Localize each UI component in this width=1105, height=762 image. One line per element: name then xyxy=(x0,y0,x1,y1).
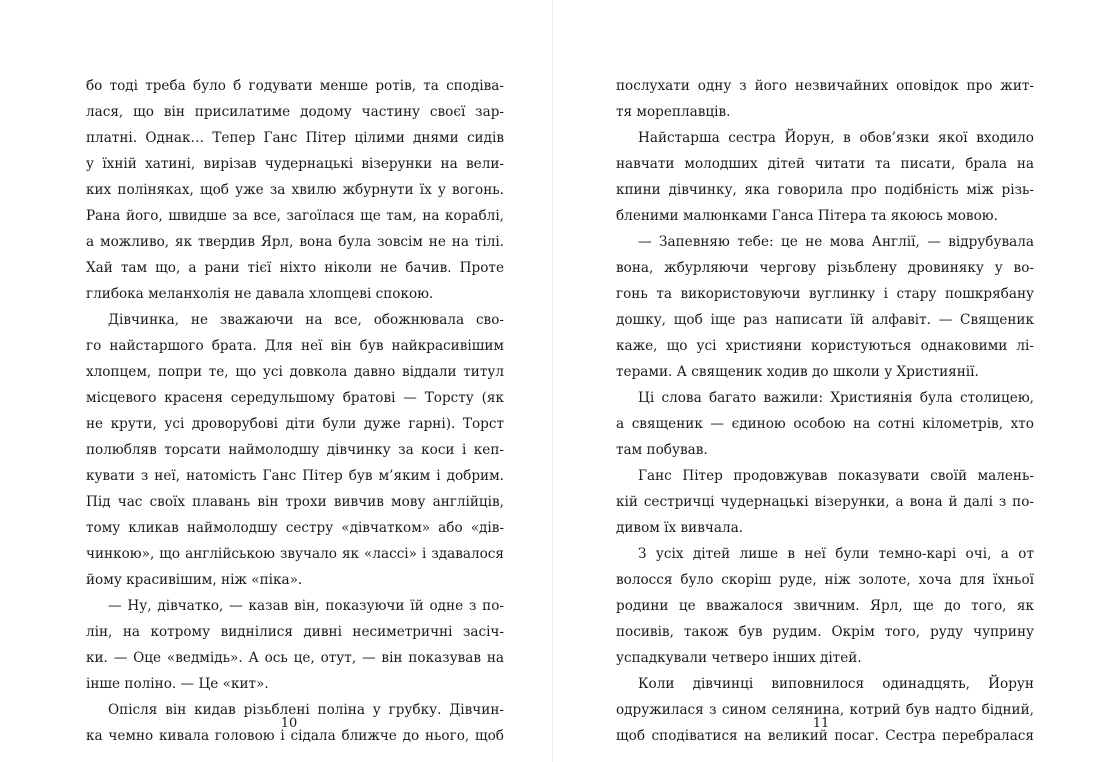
text-line: Опісля він кидав різьблені поліна у грубку. Дівчин- xyxy=(108,702,504,718)
right-page-text xyxy=(616,73,1034,749)
text-line: кій сестричці чудернацькі візерунки, а вона й далі з по- xyxy=(616,494,1034,510)
text-line: місцевого красеня середульшому братові — Торсту (як xyxy=(86,390,504,406)
text-line: платні. Однак… Тепер Ганс Пітер цілими днями сидів xyxy=(86,130,504,146)
text-line: навчати молодших дітей читати та писати, брала на xyxy=(616,156,1034,172)
text-line: у їхній хатині, вирізав чудернацькі візерунки на вели- xyxy=(86,156,504,172)
text-line: посивів, також був рудим. Окрім того, руду чуприну xyxy=(616,624,1034,640)
text-line: а священик — єдиною особою на сотні кілометрів, хто xyxy=(616,416,1034,432)
text-line: родини це вважалося звичним. Ярл, ще до того, як xyxy=(616,598,1034,614)
text-line: — Запевняю тебе: це не мова Англії, — відрубувала xyxy=(638,234,1034,250)
text-line: лін, на котрому виднілися дивні несиметричні засіч- xyxy=(86,624,504,640)
text-line: дивом їх вивчала. xyxy=(616,520,744,536)
text-line: гонь та використовуючи вуглинку і стару пошкрябану xyxy=(616,286,1034,302)
right-page-number: 11 xyxy=(812,716,830,731)
text-line: волосся було скоріш руде, ніж золоте, хоча для їхньої xyxy=(616,572,1034,588)
text-line: кпини дівчинку, яка говорила про подібність між різь- xyxy=(616,182,1034,198)
text-line: Під час своїх плавань він трохи вивчив мову англійців, xyxy=(86,494,504,510)
text-line: Хай там що, а рани тієї ніхто ніколи не бачив. Проте xyxy=(86,260,504,276)
text-line: глибока меланхолія не давала хлопцеві спокою. xyxy=(86,286,434,302)
text-line: терами. А священик ходив до школи у Християнії. xyxy=(616,364,979,380)
text-line: бо тоді треба було б годувати менше ротів, та сподіва- xyxy=(86,78,504,94)
text-line: тому кликав наймолодшу сестру «дівчатком» або «дів- xyxy=(86,520,504,536)
text-line: а можливо, як твердив Ярл, вона була зовсім не на тілі. xyxy=(86,234,504,250)
text-line: Ці слова багато важили: Християнія була столицею, xyxy=(638,390,1034,406)
text-line: бленими малюнками Ганса Пітера та якоюсь мовою. xyxy=(616,208,998,224)
text-line: З усіх дітей лише в неї були темно-карі очі, а от xyxy=(638,546,1034,562)
text-line: ких поліняках, щоб уже за хвилю жбурнути їх у вогонь. xyxy=(86,182,504,198)
text-line: Дівчинка, не зважаючи на все, обожнювала сво- xyxy=(108,312,504,328)
text-line: одружилася з сином селянина, котрий був надто бідний, xyxy=(616,702,1034,718)
text-line: успадкували четверо інших дітей. xyxy=(616,650,862,666)
text-line: — Ну, дівчатко, — казав він, показуючи їй одне з по- xyxy=(108,598,504,614)
text-line: там побував. xyxy=(616,442,708,458)
text-line: чинкою», що англійською звучало як «лассі» і здавалося xyxy=(86,546,504,562)
text-line: інше поліно. — Це «кит». xyxy=(86,676,269,692)
text-line: каже, що усі християни користуються однаковими лі- xyxy=(616,338,1034,354)
text-line: ки. — Оце «ведмідь». А ось це, отут, — він показував на xyxy=(86,650,504,666)
text-line: го найстаршого брата. Для неї він був найкрасивішим xyxy=(86,338,504,354)
text-line: ка чемно кивала головою і сідала ближче до нього, щоб xyxy=(86,728,504,744)
text-line: кувати з неї, натомість Ганс Пітер був м’яким і добрим. xyxy=(86,468,504,484)
left-page-text xyxy=(86,73,504,749)
text-line: Ганс Пітер продовжував показувати своїй малень- xyxy=(638,468,1034,484)
left-page-number: 10 xyxy=(280,716,298,731)
text-line: Коли дівчинці виповнилося одинадцять, Йорун xyxy=(638,676,1034,692)
text-line: йому красивішим, ніж «піка». xyxy=(86,572,303,588)
text-line: хлопцем, попри те, що усі довкола давно віддали титул xyxy=(86,364,504,380)
left-page xyxy=(0,0,552,762)
text-line: вона, жбурляючи чергову різьблену дровиняку у во- xyxy=(616,260,1034,276)
text-line: лася, що він присилатиме додому частину своєї зар- xyxy=(86,104,504,120)
text-line: не крути, усі дроворубові діти були дуже гарні). Торст xyxy=(86,416,504,432)
right-page xyxy=(553,0,1105,762)
text-line: дошку, щоб іще раз написати їй алфавіт. — Священик xyxy=(616,312,1034,328)
text-line: тя мореплавців. xyxy=(616,104,731,120)
text-line: Рана його, швидше за все, загоїлася ще там, на кораблі, xyxy=(86,208,504,224)
text-line: Найстарша сестра Йорун, в обов’язки якої входило xyxy=(638,130,1034,146)
text-line: послухати одну з його незвичайних оповідок про жит- xyxy=(616,78,1034,94)
text-line: полюбляв торсати наймолодшу дівчинку за коси і кеп- xyxy=(86,442,504,458)
text-line: щоб сподіватися на великий посаг. Сестра перебралася xyxy=(616,728,1034,744)
